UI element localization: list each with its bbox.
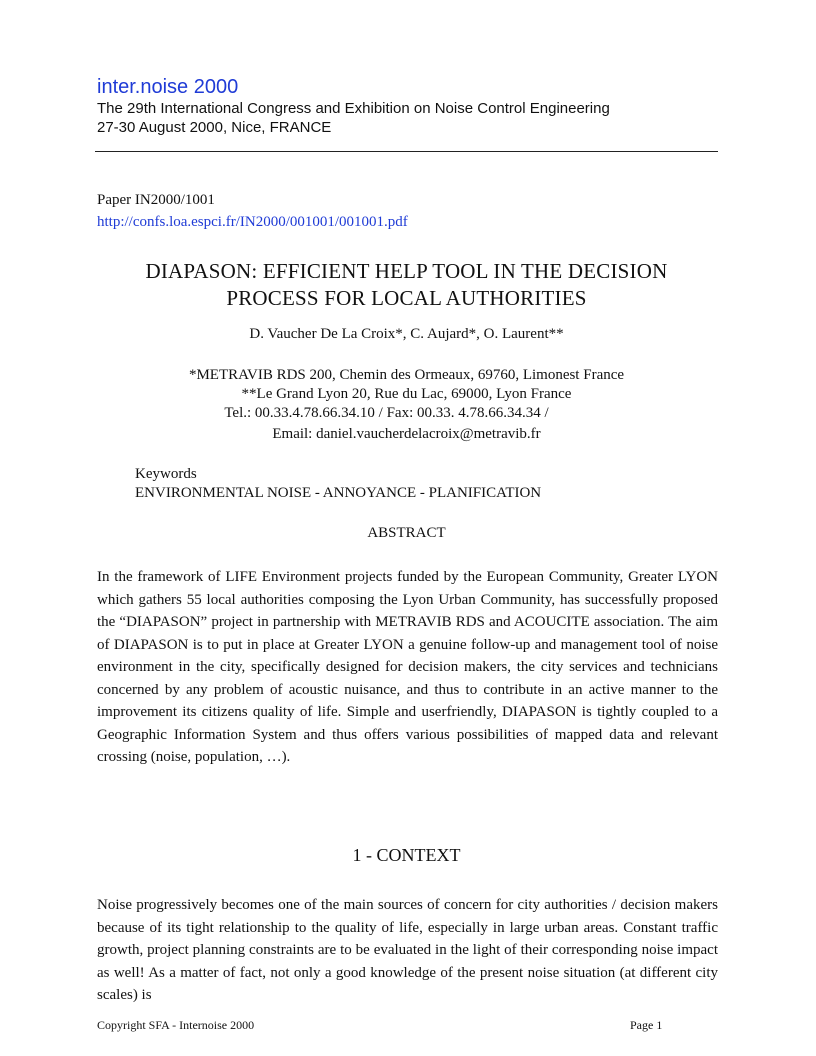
congress-title: The 29th International Congress and Exhibition on Noise Control Engineering	[97, 100, 610, 117]
footer-page-number: Page 1	[630, 1018, 663, 1032]
keywords-list: ENVIRONMENTAL NOISE - ANNOYANCE - PLANIFICATION	[135, 485, 542, 501]
abstract-heading: ABSTRACT	[367, 525, 446, 541]
paper-id: Paper IN2000/1001	[97, 192, 215, 208]
paper-title	[95, 258, 718, 312]
affiliation-line-1: *METRAVIB RDS 200, Chemin des Ormeaux, 69760, Limonest France	[188, 367, 625, 383]
header-divider	[95, 151, 718, 152]
keywords-label: Keywords	[135, 466, 197, 482]
section-1-heading: 1 - CONTEXT	[352, 845, 461, 865]
paper-url-link[interactable]: http://confs.loa.espci.fr/IN2000/001001/001001.pdf	[97, 214, 408, 230]
authors: D. Vaucher De La Croix*, C. Aujard*, O. Laurent**	[249, 326, 564, 342]
section-1-text: Noise progressively becomes one of the main sources of concern for city authorities / decision makers because of its tight relationship to the quality of life, especially in large urban areas. Constant traffic growth, project planning constraints are to be evaluated in the light of their corresponding noise impact as well! As a matter of fact, not only a good knowledge of the present noise situation (at different city scales) is	[97, 897, 718, 1003]
footer-copyright: Copyright SFA - Internoise 2000	[97, 1018, 255, 1032]
affiliation-line-2: **Le Grand Lyon 20, Rue du Lac, 69000, Lyon France	[241, 386, 572, 402]
paper-title-line-1: DIAPASON: EFFICIENT HELP TOOL IN THE DECISION	[145, 259, 668, 283]
contact-email: Email: daniel.vaucherdelacroix@metravib.fr	[272, 426, 541, 442]
paper-title-line-2: PROCESS FOR LOCAL AUTHORITIES	[226, 286, 587, 310]
contact-phone-fax: Tel.: 00.33.4.78.66.34.10 / Fax: 00.33. 4.78.66.34.34 /	[224, 405, 549, 421]
conference-name: inter.noise 2000	[97, 76, 239, 98]
conference-dates-place: 27-30 August 2000, Nice, FRANCE	[97, 119, 332, 136]
abstract-text: In the framework of LIFE Environment projects funded by the European Community, Greater LYON which gathers 55 local authorities composing the Lyon Urban Community, has successfully proposed the “DIAPASON” project in partnership with METRAVIB RDS and ACOUCITE association. The aim of DIAPASON is to put in place at Greater LYON a genuine follow-up and management tool of noise environment in the city, specifically designed for decision makers, the city services and technicians concerned by any problem of acoustic nuisance, and thus to contribute in an active manner to the improvement its citizens quality of life. Simple and userfriendly, DIAPASON is tightly coupled to a Geographic Information System and thus offers various possibilities of mapped data and relevant crossing (noise, population, …).	[97, 569, 718, 765]
